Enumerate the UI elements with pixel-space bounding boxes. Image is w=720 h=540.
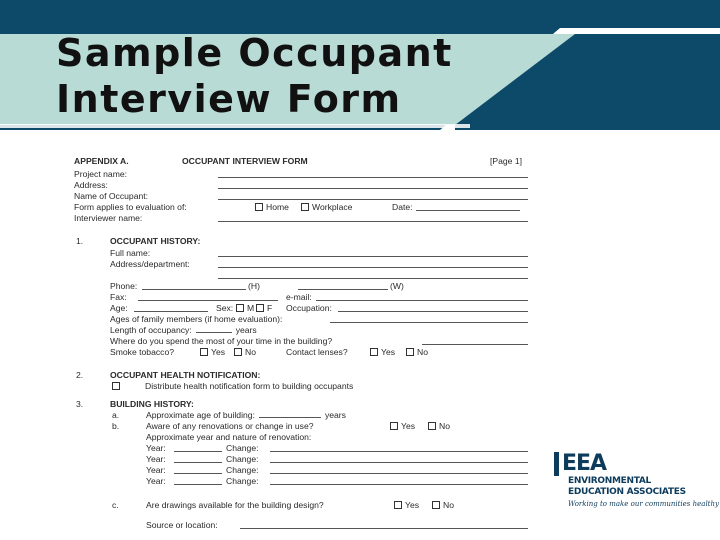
drawings-label: Are drawings available for the building design? xyxy=(146,500,324,510)
phone-label: Phone: xyxy=(110,281,138,291)
date-line[interactable] xyxy=(416,210,520,211)
smoke-yes-checkbox[interactable] xyxy=(200,348,208,356)
length-of-occupancy xyxy=(110,325,257,335)
eea-logo-name xyxy=(568,476,686,498)
female-checkbox[interactable] xyxy=(256,304,264,312)
smoke-yes-option[interactable] xyxy=(200,347,225,357)
smoke-label: Smoke tobacco? xyxy=(110,347,175,357)
page-label: [Page 1] xyxy=(490,156,523,166)
year-line-4[interactable] xyxy=(174,484,222,485)
interviewer-label: Interviewer name: xyxy=(74,213,143,223)
full-name-line[interactable] xyxy=(218,256,528,257)
smoke-no-option[interactable] xyxy=(234,347,256,357)
section-2-title: OCCUPANT HEALTH NOTIFICATION: xyxy=(110,370,261,380)
family-ages-line[interactable] xyxy=(330,322,528,323)
name-of-occupant-line[interactable] xyxy=(218,199,528,200)
drawings-yes-label: Yes xyxy=(405,500,420,510)
distribute-checkbox[interactable] xyxy=(112,382,120,390)
email-label: e-mail: xyxy=(286,292,312,302)
slide-title-line-1: Sample Occupant xyxy=(56,31,453,75)
contact-lenses-label: Contact lenses? xyxy=(286,347,348,357)
phone-work-line[interactable] xyxy=(298,289,388,290)
building-age xyxy=(146,410,346,420)
home-option-label: Home xyxy=(266,202,289,212)
occupant-interview-form xyxy=(60,150,550,540)
occupation-line[interactable] xyxy=(338,311,528,312)
source-label: Source or location: xyxy=(146,520,218,530)
change-label-3: Change: xyxy=(226,465,259,475)
drawings-no-label: No xyxy=(443,500,454,510)
home-option[interactable] xyxy=(255,202,289,212)
smoke-no-checkbox[interactable] xyxy=(234,348,242,356)
change-label-4: Change: xyxy=(226,476,259,486)
change-line-1[interactable] xyxy=(270,451,528,452)
phone-work-tag: (W) xyxy=(390,281,404,291)
male-label: M xyxy=(247,303,255,313)
lenses-no-checkbox[interactable] xyxy=(406,348,414,356)
renovations-yes-label: Yes xyxy=(401,421,416,431)
full-name-label: Full name: xyxy=(110,248,151,258)
building-age-line[interactable] xyxy=(259,417,321,418)
lenses-yes-checkbox[interactable] xyxy=(370,348,378,356)
renovations-label: Aware of any renovations or change in use? xyxy=(146,421,314,431)
phone-home-tag: (H) xyxy=(248,281,260,291)
item-c-letter: c. xyxy=(112,500,119,510)
change-label-2: Change: xyxy=(226,454,259,464)
length-of-occupancy-line[interactable] xyxy=(196,332,232,333)
eea-logo xyxy=(554,451,719,522)
address-label: Address: xyxy=(74,180,108,190)
age-label: Age: xyxy=(110,303,128,313)
section-1-number: 1. xyxy=(76,236,84,246)
email-line[interactable] xyxy=(316,300,528,301)
year-line-1[interactable] xyxy=(174,451,222,452)
name-of-occupant-label: Name of Occupant: xyxy=(74,191,149,201)
renovations-yes-checkbox[interactable] xyxy=(390,422,398,430)
date-label: Date: xyxy=(392,202,413,212)
address-dept-line[interactable] xyxy=(218,267,528,268)
eea-logo-tagline: Working to make our communities healthy xyxy=(568,500,719,508)
project-name-line[interactable] xyxy=(218,177,528,178)
year-label-1: Year: xyxy=(146,443,166,453)
sex-label: Sex: xyxy=(216,303,234,313)
renovation-year-label: Approximate year and nature of renovation: xyxy=(146,432,312,442)
sex-female-option[interactable] xyxy=(256,303,272,313)
interviewer-line[interactable] xyxy=(218,221,528,222)
year-line-2[interactable] xyxy=(174,462,222,463)
fax-label: Fax: xyxy=(110,292,127,302)
change-line-4[interactable] xyxy=(270,484,528,485)
sex-male-option[interactable] xyxy=(236,303,254,313)
section-3-title: BUILDING HISTORY: xyxy=(110,399,194,409)
workplace-checkbox[interactable] xyxy=(301,203,309,211)
eea-logo-name-line-1: ENVIRONMENTAL xyxy=(568,476,651,486)
project-name-label: Project name: xyxy=(74,169,128,179)
section-1-title: OCCUPANT HISTORY: xyxy=(110,236,201,246)
workplace-option-label: Workplace xyxy=(312,202,353,212)
lenses-yes-label: Yes xyxy=(381,347,396,357)
source-line[interactable] xyxy=(240,528,528,529)
address-line[interactable] xyxy=(218,188,528,189)
building-age-years: years xyxy=(324,410,346,420)
renovations-no-option[interactable] xyxy=(428,421,450,431)
renovations-no-checkbox[interactable] xyxy=(428,422,436,430)
years-label: years xyxy=(235,325,257,335)
family-ages-label: Ages of family members (if home evaluation): xyxy=(110,314,283,324)
eea-logo-mark: EEA xyxy=(554,452,714,476)
time-in-building-line[interactable] xyxy=(422,344,528,345)
distribute-option[interactable] xyxy=(112,381,353,391)
address-dept-line-2[interactable] xyxy=(218,278,528,279)
lenses-no-label: No xyxy=(417,347,428,357)
smoke-no-label: No xyxy=(245,347,256,357)
drawings-no-option[interactable] xyxy=(432,500,454,510)
renovations-yes-option[interactable] xyxy=(390,421,415,431)
distribute-label: Distribute health notification form to building occupants xyxy=(145,381,354,391)
drawings-no-checkbox[interactable] xyxy=(432,501,440,509)
fax-line[interactable] xyxy=(138,300,278,301)
length-of-occupancy-label: Length of occupancy: xyxy=(110,325,192,335)
workplace-option[interactable] xyxy=(301,202,352,212)
smoke-yes-label: Yes xyxy=(211,347,226,357)
change-line-3[interactable] xyxy=(270,473,528,474)
time-in-building-label: Where do you spend the most of your time in the building? xyxy=(110,336,333,346)
lenses-no-option[interactable] xyxy=(406,347,428,357)
item-a-letter: a. xyxy=(112,410,120,420)
appendix-label: APPENDIX A. xyxy=(74,156,129,166)
slide-title xyxy=(56,30,453,122)
drawings-yes-checkbox[interactable] xyxy=(394,501,402,509)
banner-bottom-edge xyxy=(0,124,470,128)
year-label-4: Year: xyxy=(146,476,166,486)
applies-to-label: Form applies to evaluation of: xyxy=(74,202,187,212)
item-b-letter: b. xyxy=(112,421,120,431)
slide-title-line-2: Interview Form xyxy=(56,77,402,121)
year-label-2: Year: xyxy=(146,454,166,464)
drawings-yes-option[interactable] xyxy=(394,500,419,510)
year-label-3: Year: xyxy=(146,465,166,475)
section-2-number: 2. xyxy=(76,370,84,380)
building-age-label: Approximate age of building: xyxy=(146,410,255,420)
female-label: F xyxy=(267,303,273,313)
section-3-number: 3. xyxy=(76,399,84,409)
occupation-label: Occupation: xyxy=(286,303,332,313)
home-checkbox[interactable] xyxy=(255,203,263,211)
form-title: OCCUPANT INTERVIEW FORM xyxy=(182,156,308,166)
change-label-1: Change: xyxy=(226,443,259,453)
eea-logo-name-line-2: EDUCATION ASSOCIATES xyxy=(568,487,686,497)
address-dept-label: Address/department: xyxy=(110,259,190,269)
renovations-no-label: No xyxy=(439,421,450,431)
lenses-yes-option[interactable] xyxy=(370,347,395,357)
male-checkbox[interactable] xyxy=(236,304,244,312)
year-line-3[interactable] xyxy=(174,473,222,474)
phone-home-line[interactable] xyxy=(142,289,246,290)
age-line[interactable] xyxy=(134,311,208,312)
change-line-2[interactable] xyxy=(270,462,528,463)
